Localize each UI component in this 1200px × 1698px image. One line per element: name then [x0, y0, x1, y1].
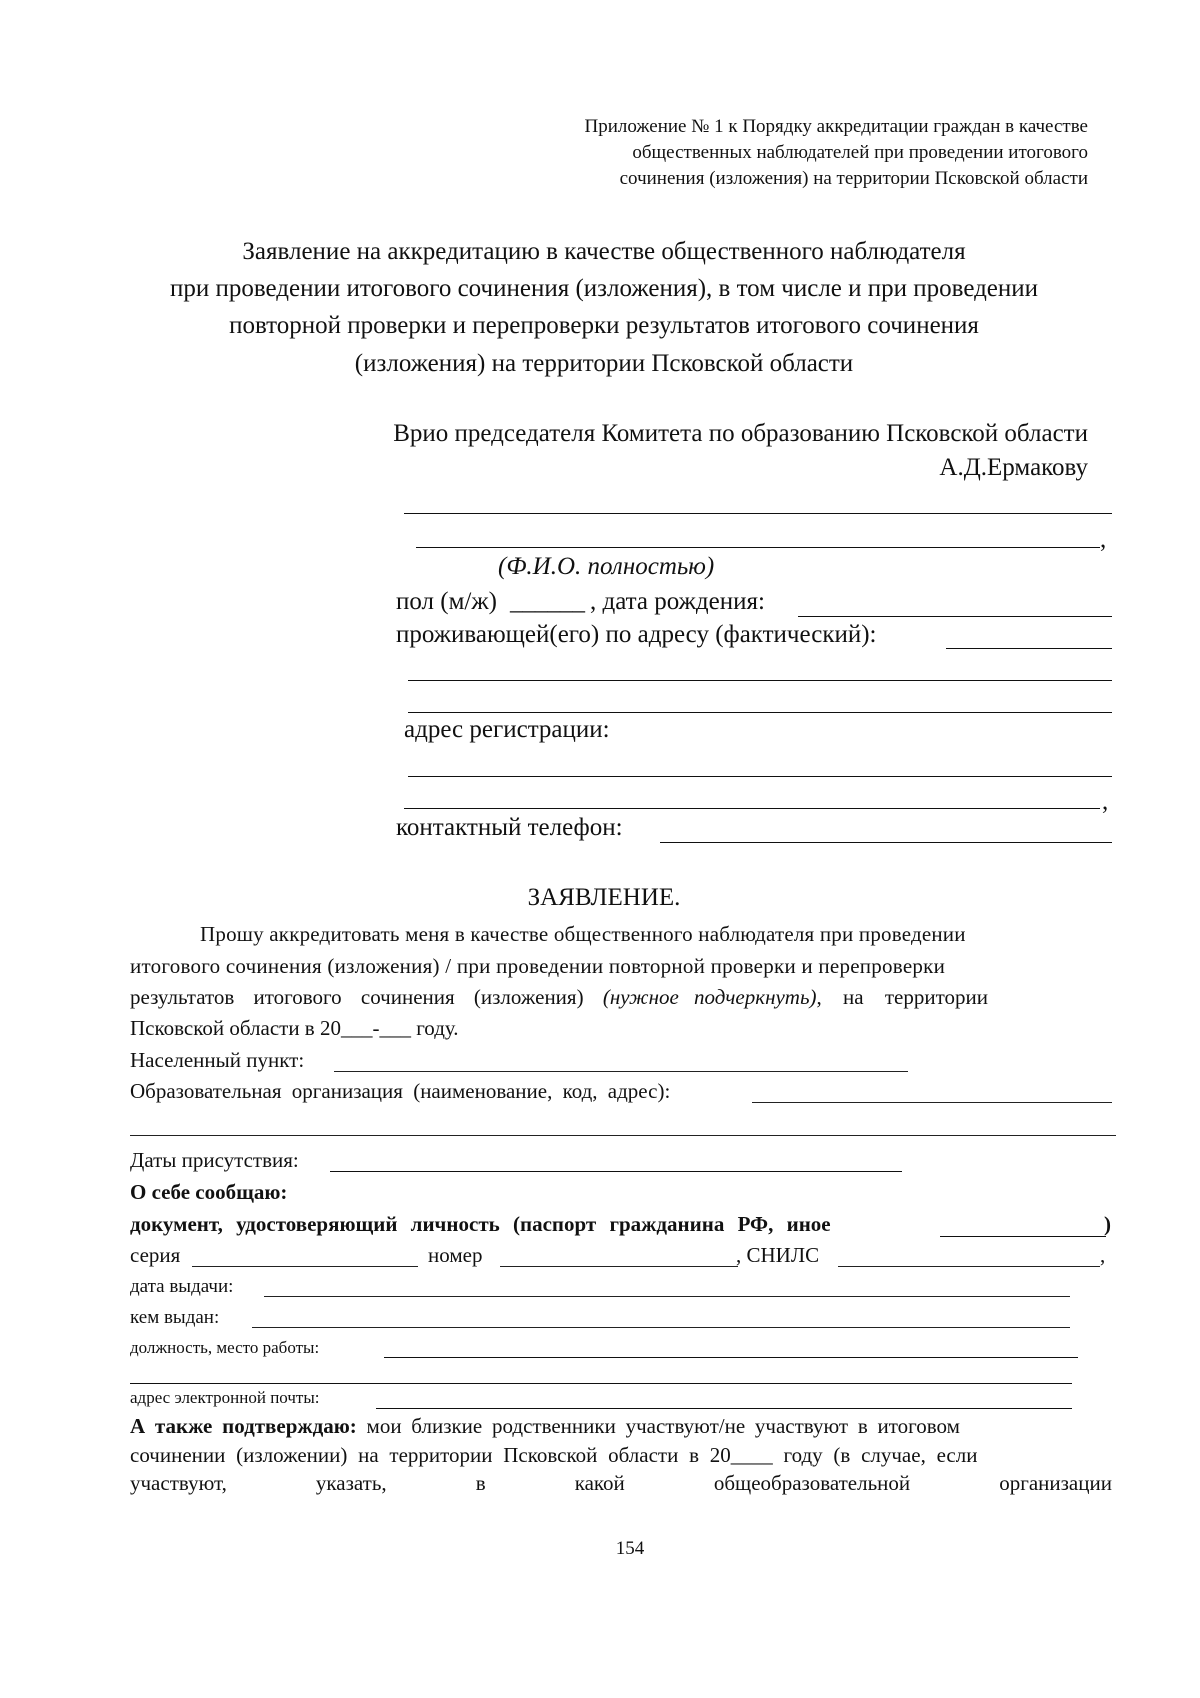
residence-line-3[interactable]: [408, 712, 1112, 713]
confirm-word-1: участвуют,: [130, 1471, 227, 1495]
id-doc-label: документ, удостоверяющий личность (паспорт гражданина РФ, иное: [130, 1212, 831, 1236]
locality-line[interactable]: [334, 1071, 908, 1072]
registration-line-2[interactable]: [404, 808, 1100, 809]
position-label: должность, место работы:: [130, 1338, 320, 1357]
gender-blank[interactable]: ______: [510, 588, 585, 615]
issue-date-label: дата выдачи:: [130, 1276, 234, 1297]
statement-p1-line-2: итогового сочинения (изложения) / при проведении повторной проверки и перепроверки: [130, 954, 946, 978]
series-label: серия: [130, 1243, 181, 1267]
residence-label: проживающей(его) по адресу (фактический):: [396, 621, 877, 648]
residence-line-2[interactable]: [408, 680, 1112, 681]
dates-label: Даты присутствия:: [130, 1148, 299, 1172]
position-line[interactable]: [384, 1357, 1078, 1358]
gender-label: пол (м/ж): [396, 588, 497, 615]
document-title-line-2: при проведении итогового сочинения (изложения), в том числе и при проведении: [169, 275, 1039, 302]
statement-p1-line-1: [200, 922, 1112, 947]
dates-line[interactable]: [330, 1171, 902, 1172]
issued-by-line[interactable]: [252, 1327, 1070, 1328]
org-line-2[interactable]: [130, 1135, 1116, 1136]
id-doc-line[interactable]: [940, 1236, 1106, 1237]
series-line[interactable]: [192, 1266, 418, 1267]
appendix-line-2: общественных наблюдателей при проведении итогового: [632, 142, 1088, 163]
page-number: 154: [615, 1538, 645, 1559]
snils-label: , СНИЛС: [736, 1243, 820, 1267]
confirm-line-1-text: мои близкие родственники участвуют/не участвуют в итоговом: [356, 1414, 960, 1438]
phone-line[interactable]: [660, 842, 1112, 843]
email-line[interactable]: [376, 1408, 1072, 1409]
fio-line-2[interactable]: [416, 547, 1100, 548]
registration-line-1[interactable]: [408, 776, 1112, 777]
locality-label: Населенный пункт:: [130, 1048, 305, 1072]
fio-comma: ,: [1100, 526, 1107, 553]
issued-by-label: кем выдан:: [130, 1307, 220, 1328]
residence-line-1[interactable]: [946, 648, 1112, 649]
fio-line-1[interactable]: [404, 513, 1112, 514]
confirm-word-4: какой: [574, 1471, 625, 1495]
document-title-line-1: Заявление на аккредитацию в качестве общественного наблюдателя: [242, 238, 966, 265]
statement-p1-line-1-text: [200, 922, 1112, 947]
confirm-line-3: [130, 1471, 1112, 1496]
statement-p1-line-3a: результатов итогового сочинения (изложения): [130, 985, 603, 1009]
appendix-note: [584, 114, 1088, 192]
confirm-line-2: сочинении (изложении) на территории Псковской области в 20____ году (в случае, если: [130, 1443, 978, 1467]
statement-p1-line-3: [130, 985, 1112, 1010]
about-heading: О себе сообщаю:: [130, 1180, 288, 1204]
statement-heading: ЗАЯВЛЕНИЕ.: [527, 884, 681, 911]
id-doc-close: ): [1104, 1212, 1111, 1236]
statement-p1-line-3-italic: (нужное подчеркнуть): [602, 985, 817, 1009]
statement-p1-line-1-span: Прошу аккредитовать меня в качестве общественного наблюдателя при проведении: [200, 922, 966, 946]
confirm-word-2: указать,: [315, 1471, 387, 1495]
issue-date-line[interactable]: [264, 1296, 1070, 1297]
confirm-word-6: организации: [999, 1471, 1112, 1495]
statement-p1-line-4: Псковской области в 20___-___ году.: [130, 1016, 459, 1040]
fio-hint: (Ф.И.О. полностью): [498, 553, 715, 580]
snils-comma: ,: [1100, 1243, 1106, 1267]
registration-label: адрес регистрации:: [404, 716, 610, 743]
document-title-line-3: повторной проверки и перепроверки результатов итогового сочинения: [229, 312, 979, 339]
snils-line[interactable]: [838, 1266, 1100, 1267]
number-line[interactable]: [500, 1266, 738, 1267]
appendix-line-1: Приложение № 1 к Порядку аккредитации граждан в качестве: [584, 116, 1088, 137]
dob-line[interactable]: [798, 616, 1112, 617]
org-line-1[interactable]: [752, 1102, 1112, 1103]
registration-comma: ,: [1102, 788, 1109, 815]
number-label: номер: [428, 1243, 483, 1267]
dob-label: , дата рождения:: [590, 588, 765, 615]
confirm-bold: А также подтверждаю:: [130, 1414, 357, 1438]
appendix-line-3: сочинения (изложения) на территории Псковской области: [619, 168, 1088, 189]
org-label: Образовательная организация (наименование, код, адрес):: [130, 1079, 671, 1103]
phone-label: контактный телефон:: [396, 814, 623, 841]
addressee-name: А.Д.Ермакову: [939, 454, 1088, 481]
document-title-line-4: (изложения) на территории Псковской области: [354, 350, 854, 377]
confirm-line-3-words: [130, 1471, 1112, 1496]
confirm-word-3: в: [475, 1471, 486, 1495]
email-upper-line[interactable]: [130, 1383, 1072, 1384]
addressee-line-1: Врио председателя Комитета по образованию Псковской области: [393, 420, 1088, 447]
confirm-line-1: [130, 1414, 1112, 1439]
email-label: адрес электронной почты:: [130, 1388, 320, 1407]
statement-p1-line-3b: , на территории: [816, 985, 988, 1009]
confirm-word-5: общеобразовательной: [713, 1471, 911, 1495]
